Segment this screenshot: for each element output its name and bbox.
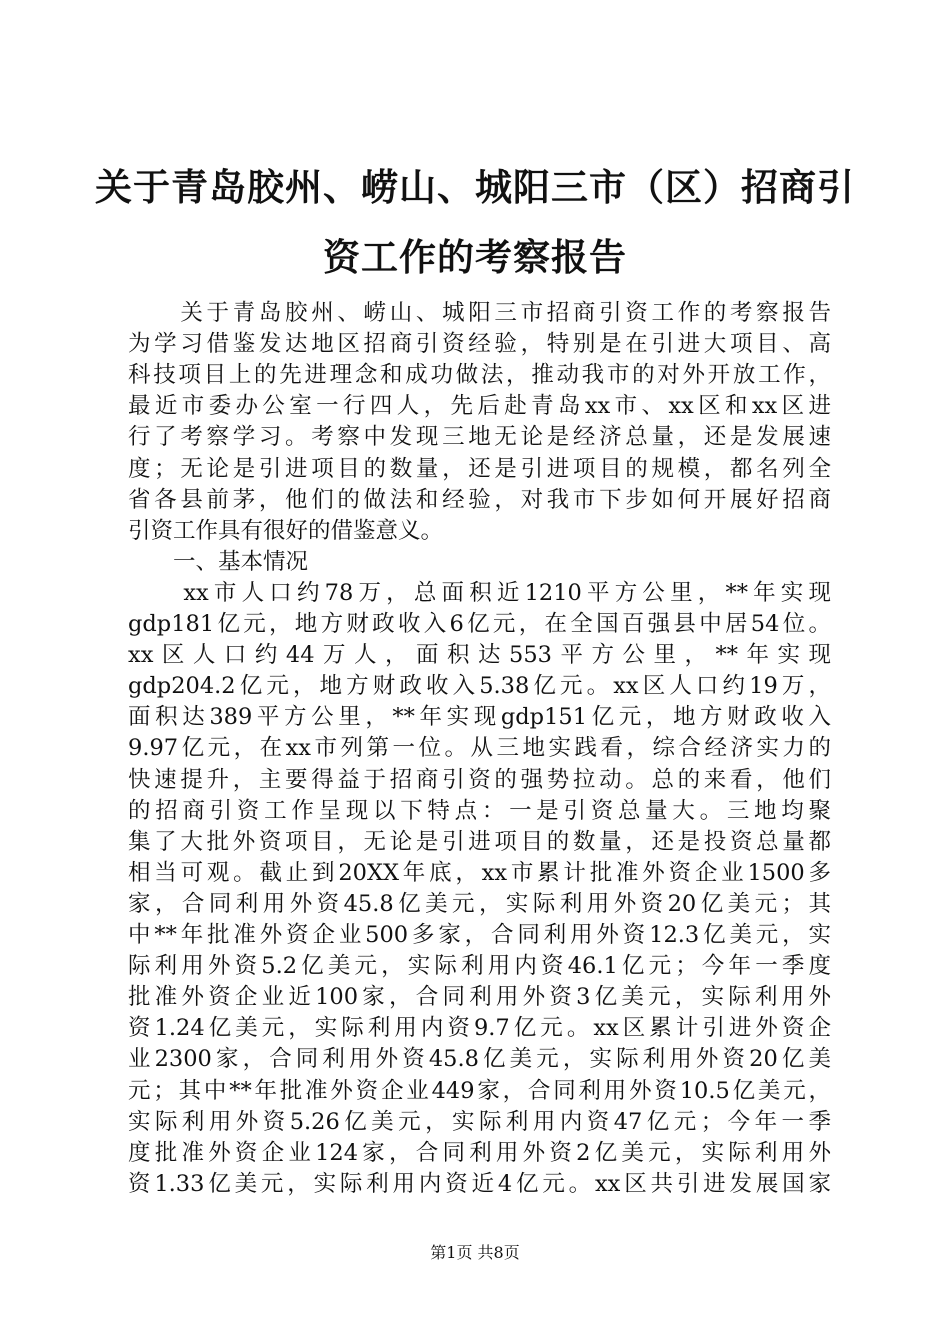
body-text-line: 面积达389平方公里，**年实现gdp151亿元，地方财政收入 xyxy=(128,704,831,731)
body-text-line: 中**年批准外资企业500多家，合同利用外资12.3亿美元，实 xyxy=(128,922,831,948)
body-text-line: 一、基本情况 xyxy=(128,548,309,575)
body-text-line: gdp181亿元，地方财政收入6亿元，在全国百强县中居54位。 xyxy=(128,611,831,637)
body-text-line: 关于青岛胶州、崂山、城阳三市招商引资工作的考察报告 xyxy=(128,300,831,326)
body-text-line: 资1.24亿美元，实际利用内资9.7亿元。xx区累计引进外资企 xyxy=(128,1015,831,1042)
body-text-line: 9.97亿元，在xx市列第一位。从三地实践看，综合经济实力的 xyxy=(128,735,831,762)
body-text-line: 行了考察学习。考察中发现三地无论是经济总量，还是发展速 xyxy=(128,424,831,451)
body-text-line: 批准外资企业近100家，合同利用外资3亿美元，实际利用外 xyxy=(128,984,831,1011)
body-text-line: 相当可观。截止到20XX年底，xx市累计批准外资企业1500多 xyxy=(128,859,831,886)
body-text-line: 引资工作具有很好的借鉴意义。 xyxy=(128,517,444,544)
body-text-line: gdp204.2亿元，地方财政收入5.38亿元。xx区人口约19万， xyxy=(128,673,831,700)
body-text-line: 家，合同利用外资45.8亿美元，实际利用外资20亿美元；其 xyxy=(128,890,831,917)
body-text-line: 的招商引资工作呈现以下特点：一是引资总量大。三地均聚 xyxy=(128,797,831,824)
body-text-line: 业2300家，合同利用外资45.8亿美元，实际利用外资20亿美 xyxy=(128,1046,831,1073)
body-text-line: 际利用外资5.2亿美元，实际利用内资46.1亿元；今年一季度 xyxy=(128,953,831,980)
body-text-line: xx区人口约44万人，面积达553平方公里，**年实现 xyxy=(128,642,831,669)
body-text-line: 实际利用外资5.26亿美元，实际利用内资47亿元；今年一季 xyxy=(128,1108,831,1135)
body-text-line: 科技项目上的先进理念和成功做法，推动我市的对外开放工作， xyxy=(128,362,831,389)
body-text-line: 集了大批外资项目，无论是引进项目的数量，还是投资总量都 xyxy=(128,828,831,855)
document-title-line-2: 资工作的考察报告 xyxy=(323,236,627,279)
body-text-line: 省各县前茅，他们的做法和经验，对我市下步如何开展好招商 xyxy=(128,486,831,513)
body-text-line: 最近市委办公室一行四人，先后赴青岛xx市、xx区和xx区进 xyxy=(128,393,831,420)
body-text-line: 度；无论是引进项目的数量，还是引进项目的规模，都名列全 xyxy=(128,455,831,482)
page-footer: 第1页 共8页 xyxy=(430,1243,520,1262)
body-text-line: 为学习借鉴发达地区招商引资经验，特别是在引进大项目、高 xyxy=(128,331,831,358)
body-text-line: 元；其中**年批准外资企业449家，合同利用外资10.5亿美元， xyxy=(128,1077,831,1104)
body-text-line: 快速提升，主要得益于招商引资的强势拉动。总的来看，他们 xyxy=(128,766,831,793)
body-text-line: 度批准外资企业124家，合同利用外资2亿美元，实际利用外 xyxy=(128,1139,831,1166)
document-title-line-1: 关于青岛胶州、崂山、城阳三市（区）招商引 xyxy=(95,166,855,209)
body-text-line: 资1.33亿美元，实际利用内资近4亿元。xx区共引进发展国家 xyxy=(128,1170,831,1197)
body-text-line: xx市人口约78万，总面积近1210平方公里，**年实现 xyxy=(128,579,831,606)
